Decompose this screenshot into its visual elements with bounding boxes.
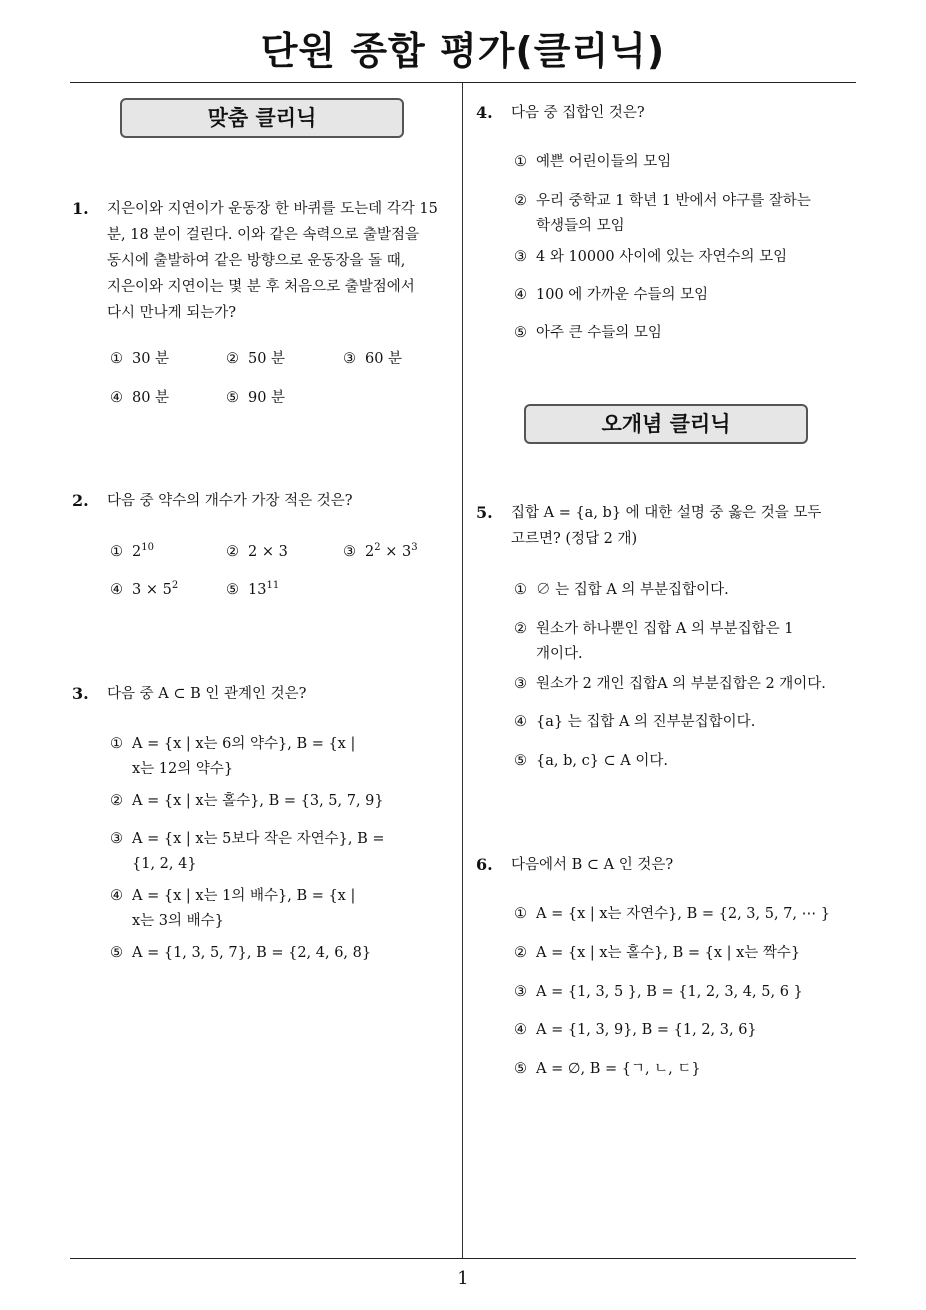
- question-text: 지은이와 지연이가 운동장 한 바퀴를 도는데 각각 15 분, 18 분이 걸린다. 이와 같은 속력으로 출발점을 동시에 출발하여 같은 방향으로 운동장을 돌 때, 지은이와 지연이는 몇 분 후 처음으로 출발점에서 다시 만나게 되는가?: [107, 201, 438, 321]
- option-1[interactable]: ① $2^{10}$: [110, 542, 154, 560]
- question-text: 다음 중 약수의 개수가 가장 적은 것은?: [107, 493, 353, 509]
- option-5[interactable]: ⑤ {a, b, c} ⊂ A 이다.: [514, 753, 669, 769]
- option-3[interactable]: ③ 60 분: [343, 351, 403, 367]
- footer-rule: [70, 1258, 856, 1259]
- question-number: 5.: [476, 503, 493, 522]
- option-5[interactable]: ⑤ $13^{11}$: [226, 580, 280, 598]
- option-2[interactable]: ② A = {x | x는 홀수}, B = {x | x는 짝수}: [514, 945, 801, 961]
- option-4[interactable]: ④ $3 \times 5^2$: [110, 580, 179, 598]
- option-2[interactable]: ② 우리 중학교 1 학년 1 반에서 야구를 잘하는 학생들의 모임: [514, 193, 811, 234]
- option-5[interactable]: ⑤ 아주 큰 수들의 모임: [514, 325, 662, 341]
- option-4[interactable]: ④ {a} 는 집합 A 의 진부분집합이다.: [514, 714, 756, 730]
- option-2[interactable]: ② A = {x | x는 홀수}, B = {3, 5, 7, 9}: [110, 793, 384, 809]
- question-number: 6.: [476, 855, 493, 874]
- section-header-custom-clinic: 맞춤 클리닉: [120, 98, 404, 138]
- question-number: 2.: [72, 491, 89, 510]
- option-4[interactable]: ④ 100 에 가까운 수들의 모임: [514, 287, 709, 303]
- column-divider: [462, 83, 463, 1258]
- option-5[interactable]: ⑤ A = {1, 3, 5, 7}, B = {2, 4, 6, 8}: [110, 945, 372, 961]
- page-title: 단원 종합 평가(클리닉): [260, 29, 666, 73]
- option-3[interactable]: ③ $2^2 \times 3^3$: [343, 542, 418, 560]
- option-2[interactable]: ② 2 × 3: [226, 544, 288, 560]
- option-5[interactable]: ⑤ 90 분: [226, 390, 286, 406]
- page-number: 1: [457, 1268, 469, 1289]
- question-number: 1.: [72, 199, 89, 218]
- option-2[interactable]: ② 50 분: [226, 351, 286, 367]
- question-text: 집합 A = {a, b} 에 대한 설명 중 옳은 것을 모두 고르면? (정답 2 개): [511, 505, 822, 547]
- option-5[interactable]: ⑤ A = ∅, B = {ㄱ, ㄴ, ㄷ}: [514, 1061, 701, 1077]
- option-3[interactable]: ③ 4 와 10000 사이에 있는 자연수의 모임: [514, 249, 788, 265]
- question-text: 다음 중 A ⊂ B 인 관계인 것은?: [107, 686, 307, 702]
- option-4[interactable]: ④ 80 분: [110, 390, 170, 406]
- option-3[interactable]: ③ A = {1, 3, 5 }, B = {1, 2, 3, 4, 5, 6 }: [514, 984, 803, 1000]
- question-number: 4.: [476, 103, 493, 122]
- question-number: 3.: [72, 684, 89, 703]
- section-header-misconception-clinic: 오개념 클리닉: [524, 404, 808, 444]
- question-text: 다음 중 집합인 것은?: [511, 105, 645, 121]
- option-1[interactable]: ① 예쁜 어린이들의 모임: [514, 154, 672, 170]
- option-1[interactable]: ① 30 분: [110, 351, 170, 367]
- option-1[interactable]: ① A = {x | x는 자연수}, B = {2, 3, 5, 7, ⋯ }: [514, 906, 830, 922]
- question-text: 다음에서 B ⊂ A 인 것은?: [511, 857, 674, 873]
- option-3[interactable]: ③ A = {x | x는 5보다 작은 자연수}, B = {1, 2, 4}: [110, 831, 385, 872]
- option-3[interactable]: ③ 원소가 2 개인 집합A 의 부분집합은 2 개이다.: [514, 676, 826, 692]
- option-4[interactable]: ④ A = {x | x는 1의 배수}, B = {x | x는 3의 배수}: [110, 888, 356, 929]
- option-4[interactable]: ④ A = {1, 3, 9}, B = {1, 2, 3, 6}: [514, 1022, 757, 1038]
- option-1[interactable]: ① A = {x | x는 6의 약수}, B = {x | x는 12의 약수}: [110, 736, 356, 777]
- header-rule: [70, 82, 856, 83]
- option-2[interactable]: ② 원소가 하나뿐인 집합 A 의 부분집합은 1 개이다.: [514, 621, 794, 662]
- option-1[interactable]: ① ∅ 는 집합 A 의 부분집합이다.: [514, 582, 729, 598]
